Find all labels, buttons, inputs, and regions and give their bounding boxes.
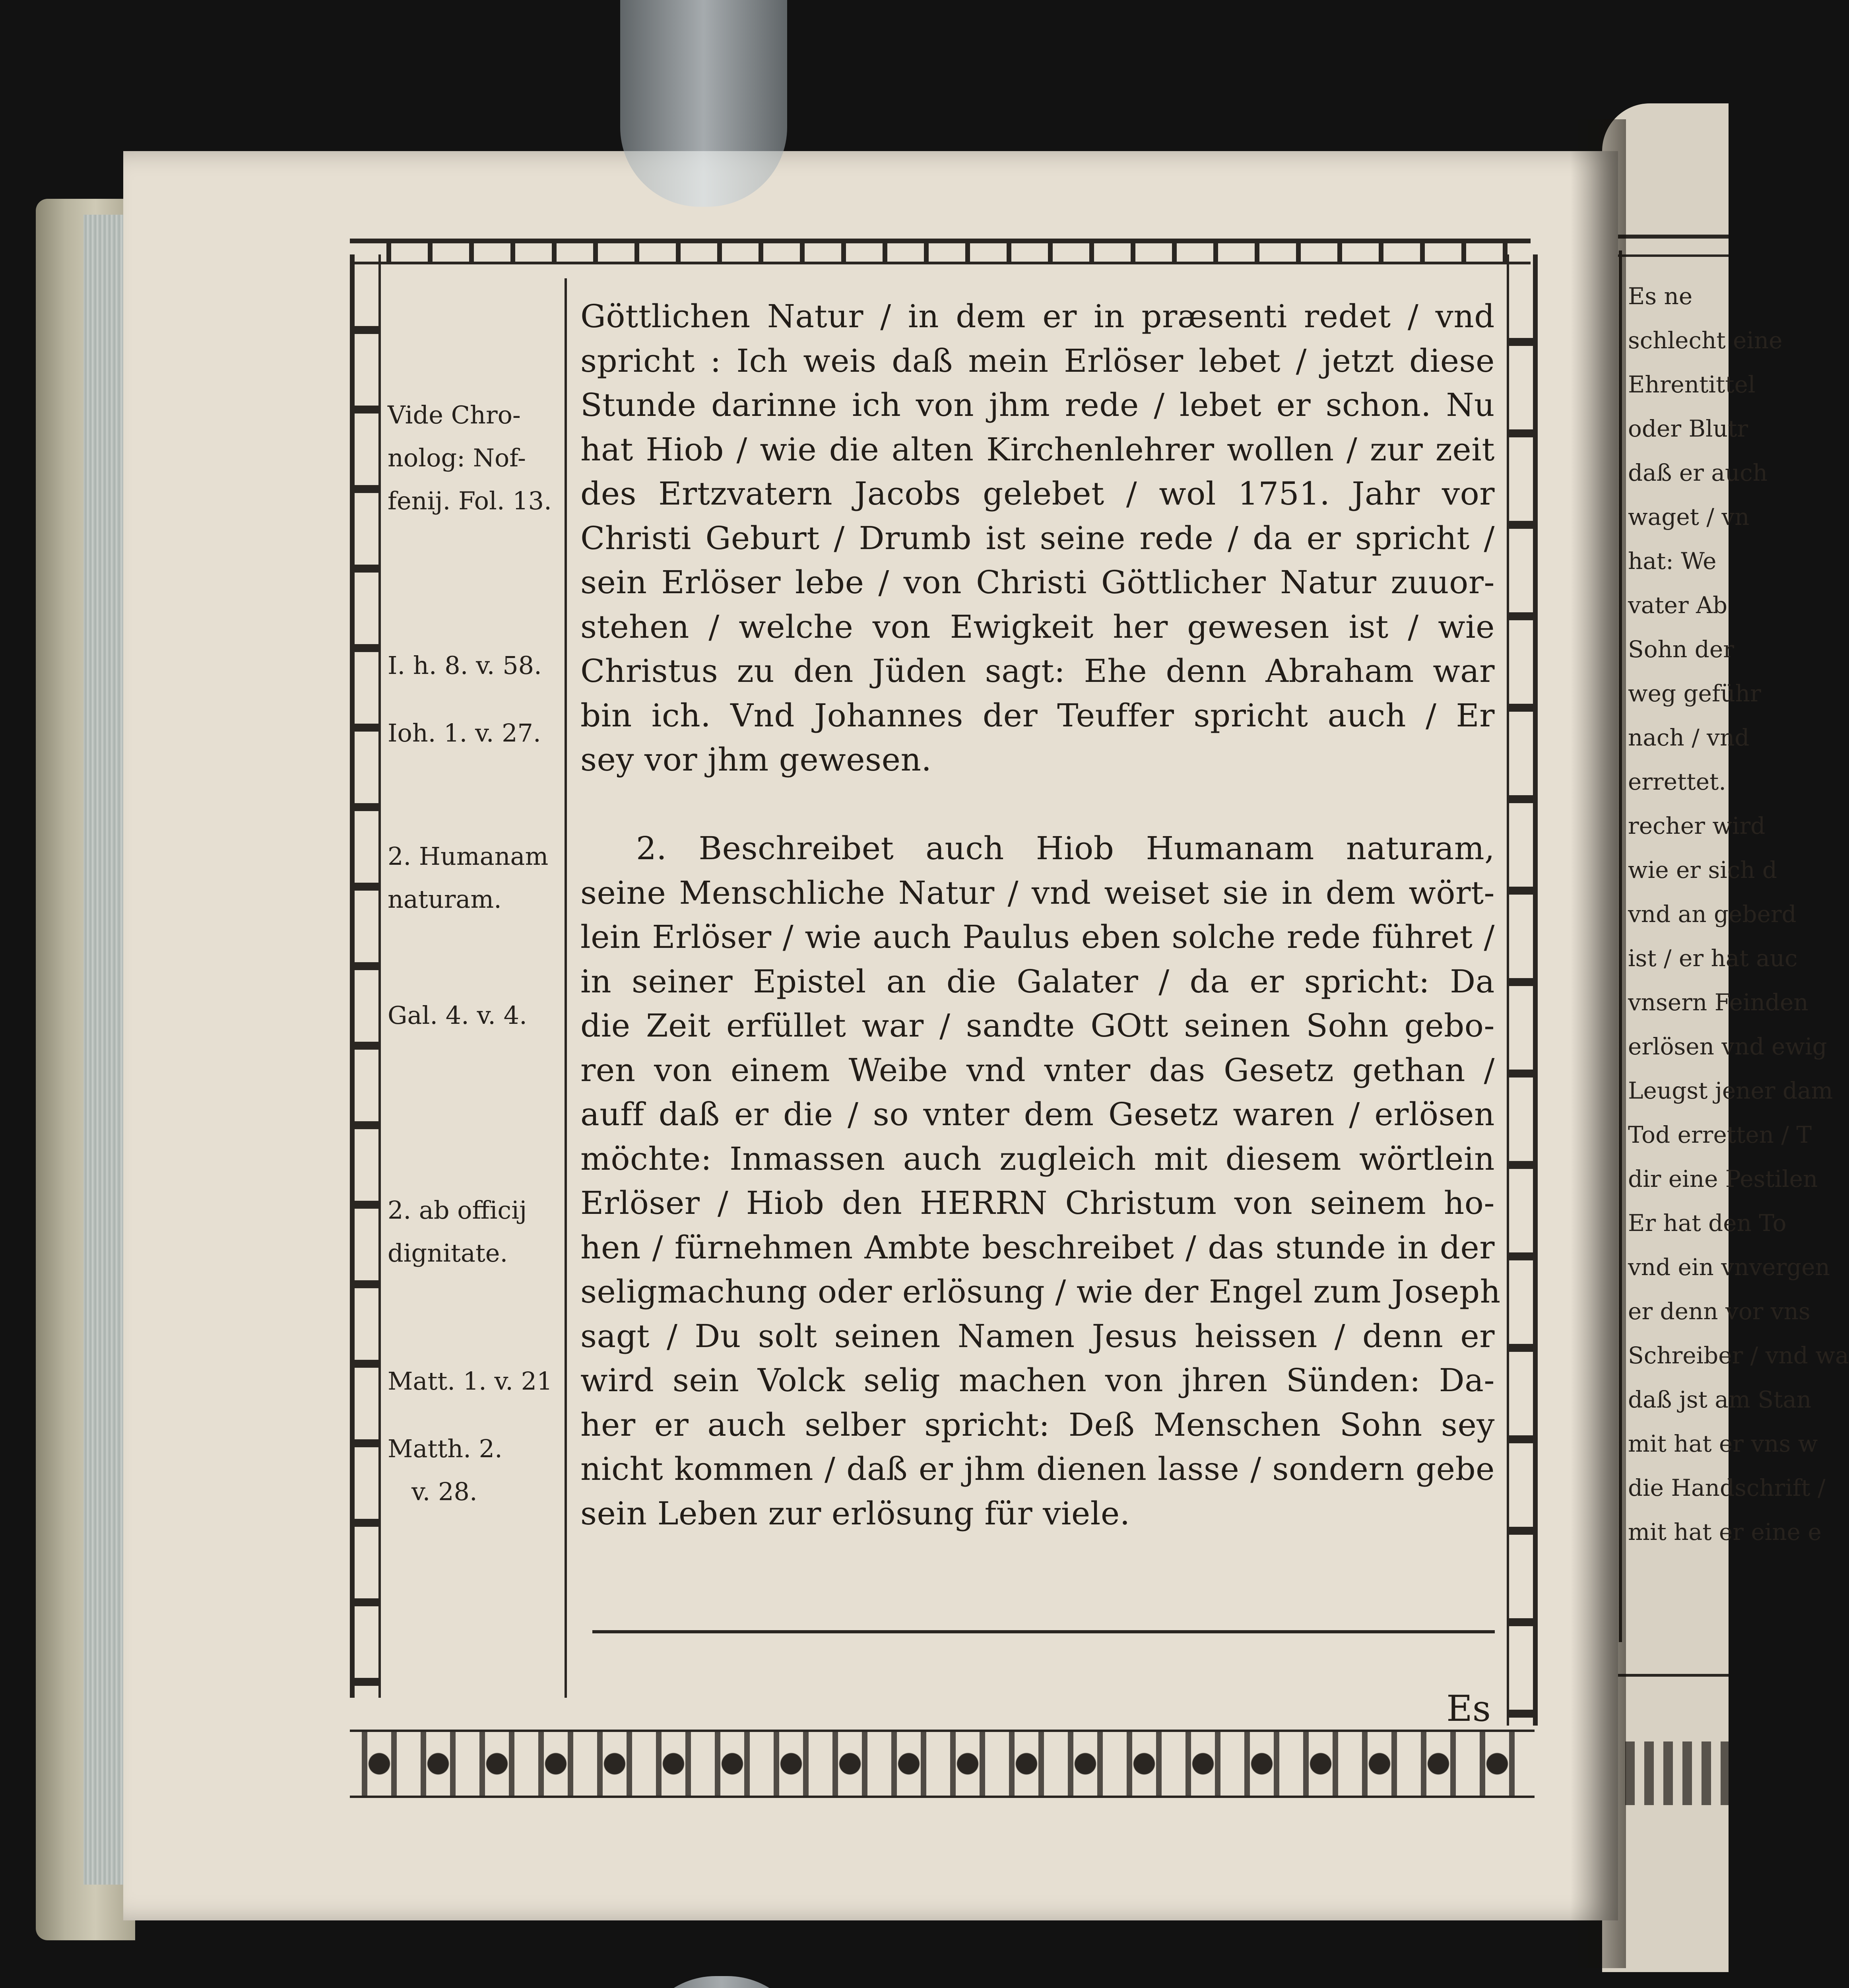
text-line: seine Menschliche Natur / vnd weiset sie in dem wört- (580, 874, 1495, 911)
gutter-shadow (1570, 119, 1626, 1968)
facing-text-line: recher wird (1628, 812, 1766, 839)
frame-right-border (1507, 254, 1538, 1726)
margin-note-matth-2 (388, 1427, 559, 1513)
facing-text-line: Er hat den To (1628, 1209, 1787, 1237)
margin-note-chronolog (388, 394, 559, 522)
margin-note-line: 2. ab officij (388, 1196, 527, 1225)
facing-page-frame-top (1610, 235, 1729, 257)
facing-page-rule (1610, 1674, 1729, 1677)
text-line: Göttlichen Natur / in dem er in præsenti redet / vnd (580, 298, 1495, 335)
facing-text-line: daß jst am Stan (1628, 1386, 1812, 1413)
facing-text-line: dir eine Pestilen (1628, 1165, 1818, 1192)
facing-text-line: mit hat er eine e (1628, 1518, 1822, 1545)
facing-text-line: Schreiber / vnd wa (1628, 1342, 1849, 1369)
text-line: die Zeit erfüllet war / sandte GOtt seinen Sohn gebo- (580, 1007, 1495, 1044)
margin-note-line: dignitate. (388, 1239, 508, 1268)
margin-note-line: v. 28. (411, 1477, 477, 1506)
paragraph-gap (580, 782, 1495, 827)
catchword: Es (1446, 1688, 1491, 1730)
text-line: des Ertzvatern Jacobs gelebet / wol 1751. Jahr vor (580, 475, 1495, 512)
facing-text-line: waget / vn (1628, 503, 1750, 530)
facing-text-line: er denn vor vns (1628, 1298, 1810, 1325)
margin-note-line: Ioh. 1. v. 27. (388, 718, 541, 747)
facing-text-line: die Handschrift / (1628, 1474, 1826, 1501)
margin-note-officij (388, 1189, 559, 1275)
text-line: sein Leben zur erlösung für viele. (580, 1495, 1130, 1532)
facing-text-line: wie er sich d (1628, 856, 1777, 883)
text-line: Christi Geburt / Drumb ist seine rede / da er spricht / (580, 519, 1495, 557)
text-line: ren von einem Weibe vnd vnter das Gesetz gethan / (580, 1051, 1495, 1089)
margin-note-line: Vide Chro- (388, 400, 521, 429)
margin-note-gal (388, 994, 559, 1037)
margin-note-line: Matt. 1. v. 21 (388, 1367, 553, 1396)
facing-text-line: vnd ein vnvergen (1628, 1254, 1830, 1281)
margin-note-line: nolog: Nof- (388, 443, 526, 472)
facing-text-line: oder Blutr (1628, 415, 1748, 442)
facing-text-line: mit hat er vns w (1628, 1430, 1818, 1457)
page-clip-top (620, 0, 787, 207)
text-line: möchte: Inmassen auch zugleich mit diesem wörtlein (580, 1140, 1495, 1177)
text-line: Christus zu den Jüden sagt: Ehe denn Abraham war (580, 652, 1495, 689)
text-line: nicht kommen / daß er jhm dienen lasse / sondern gebe (580, 1450, 1495, 1487)
text-line: seligmachung oder erlösung / wie der Engel zum Joseph (580, 1273, 1501, 1310)
facing-text-line: Leugst jener dam (1628, 1077, 1833, 1104)
page-clip-bottom (636, 1976, 807, 1988)
facing-text-line: schlecht eine (1628, 327, 1783, 354)
facing-text-line: Ehrentittel (1628, 371, 1756, 398)
text-line: spricht : Ich weis daß mein Erlöser lebet / jetzt diese (580, 342, 1495, 379)
margin-note-humanam (388, 835, 559, 921)
text-line: sein Erlöser lebe / von Christi Göttlicher Natur zuuor- (580, 564, 1495, 601)
frame-top-border (350, 239, 1531, 264)
facing-text-line: Es ne (1628, 283, 1693, 310)
facing-text-line: weg geführ (1628, 680, 1761, 707)
text-line: Stunde darinne ich von jhm rede / lebet er schon. Nu (580, 386, 1495, 423)
margin-note-matt-1 (388, 1360, 559, 1403)
text-line: hat Hiob / wie die alten Kirchenlehrer wollen / zur zeit (580, 431, 1495, 468)
facing-text-line: Sohn der (1628, 636, 1734, 663)
text-line: in seiner Epistel an die Galater / da er spricht: Da (580, 963, 1495, 1000)
facing-text-line: hat: We (1628, 547, 1717, 575)
facing-text-line: erlösen vnd ewig (1628, 1033, 1827, 1060)
frame-left-border (350, 254, 381, 1698)
facing-text-line: errettet. (1628, 768, 1726, 795)
margin-note-line: Gal. 4. v. 4. (388, 1001, 527, 1030)
facing-text-line: Tod erretten / T (1628, 1121, 1812, 1148)
facing-text-line: vnsern Feinden (1628, 989, 1808, 1016)
text-line: hen / fürnehmen Ambte beschreibet / das stunde in der (580, 1229, 1495, 1266)
text-line: stehen / welche von Ewigkeit her gewesen ist / wie (580, 608, 1495, 645)
margin-note-line: fenij. Fol. 13. (388, 486, 552, 515)
margin-note-line: 2. Humanam (388, 842, 549, 871)
margin-note-joh-8 (388, 644, 559, 687)
text-line: Erlöser / Hiob den HERRN Christum von seinem ho- (580, 1184, 1495, 1221)
facing-text-line: ist / er hat auc (1628, 945, 1798, 972)
margin-note-line: I. h. 8. v. 58. (388, 651, 542, 680)
margin-note-line: naturam. (388, 885, 502, 914)
facing-page-text (1628, 274, 1849, 1554)
facing-text-line: daß er auch (1628, 459, 1768, 486)
margin-divider (565, 278, 567, 1698)
text-line: sey vor jhm gewesen. (580, 741, 932, 778)
text-line: lein Erlöser / wie auch Paulus eben solche rede führet / (580, 918, 1495, 955)
bottom-rule (592, 1630, 1495, 1633)
text-line: sagt / Du solt seinen Namen Jesus heissen / denn er (580, 1317, 1495, 1355)
text-line: bin ich. Vnd Johannes der Teuffer spricht auch / Er (580, 697, 1495, 734)
text-line: 2. Beschreibet auch Hiob Humanam naturam, (636, 830, 1495, 867)
margin-note-joh-1 (388, 712, 559, 755)
margin-note-line: Matth. 2. (388, 1434, 503, 1463)
body-text (580, 294, 1501, 1536)
facing-text-line: vater Ab (1628, 592, 1728, 619)
text-line: wird sein Volck selig machen von jhren Sünden: Da- (580, 1362, 1495, 1399)
facing-text-line: vnd an geberd (1628, 901, 1797, 928)
decorative-ornament-band (350, 1730, 1535, 1798)
text-line: her er auch selber spricht: Deß Menschen Sohn sey (580, 1406, 1495, 1443)
text-line: auff daß er die / so vnter dem Gesetz waren / erlösen (580, 1096, 1495, 1133)
facing-text-line: nach / vnd (1628, 724, 1750, 751)
